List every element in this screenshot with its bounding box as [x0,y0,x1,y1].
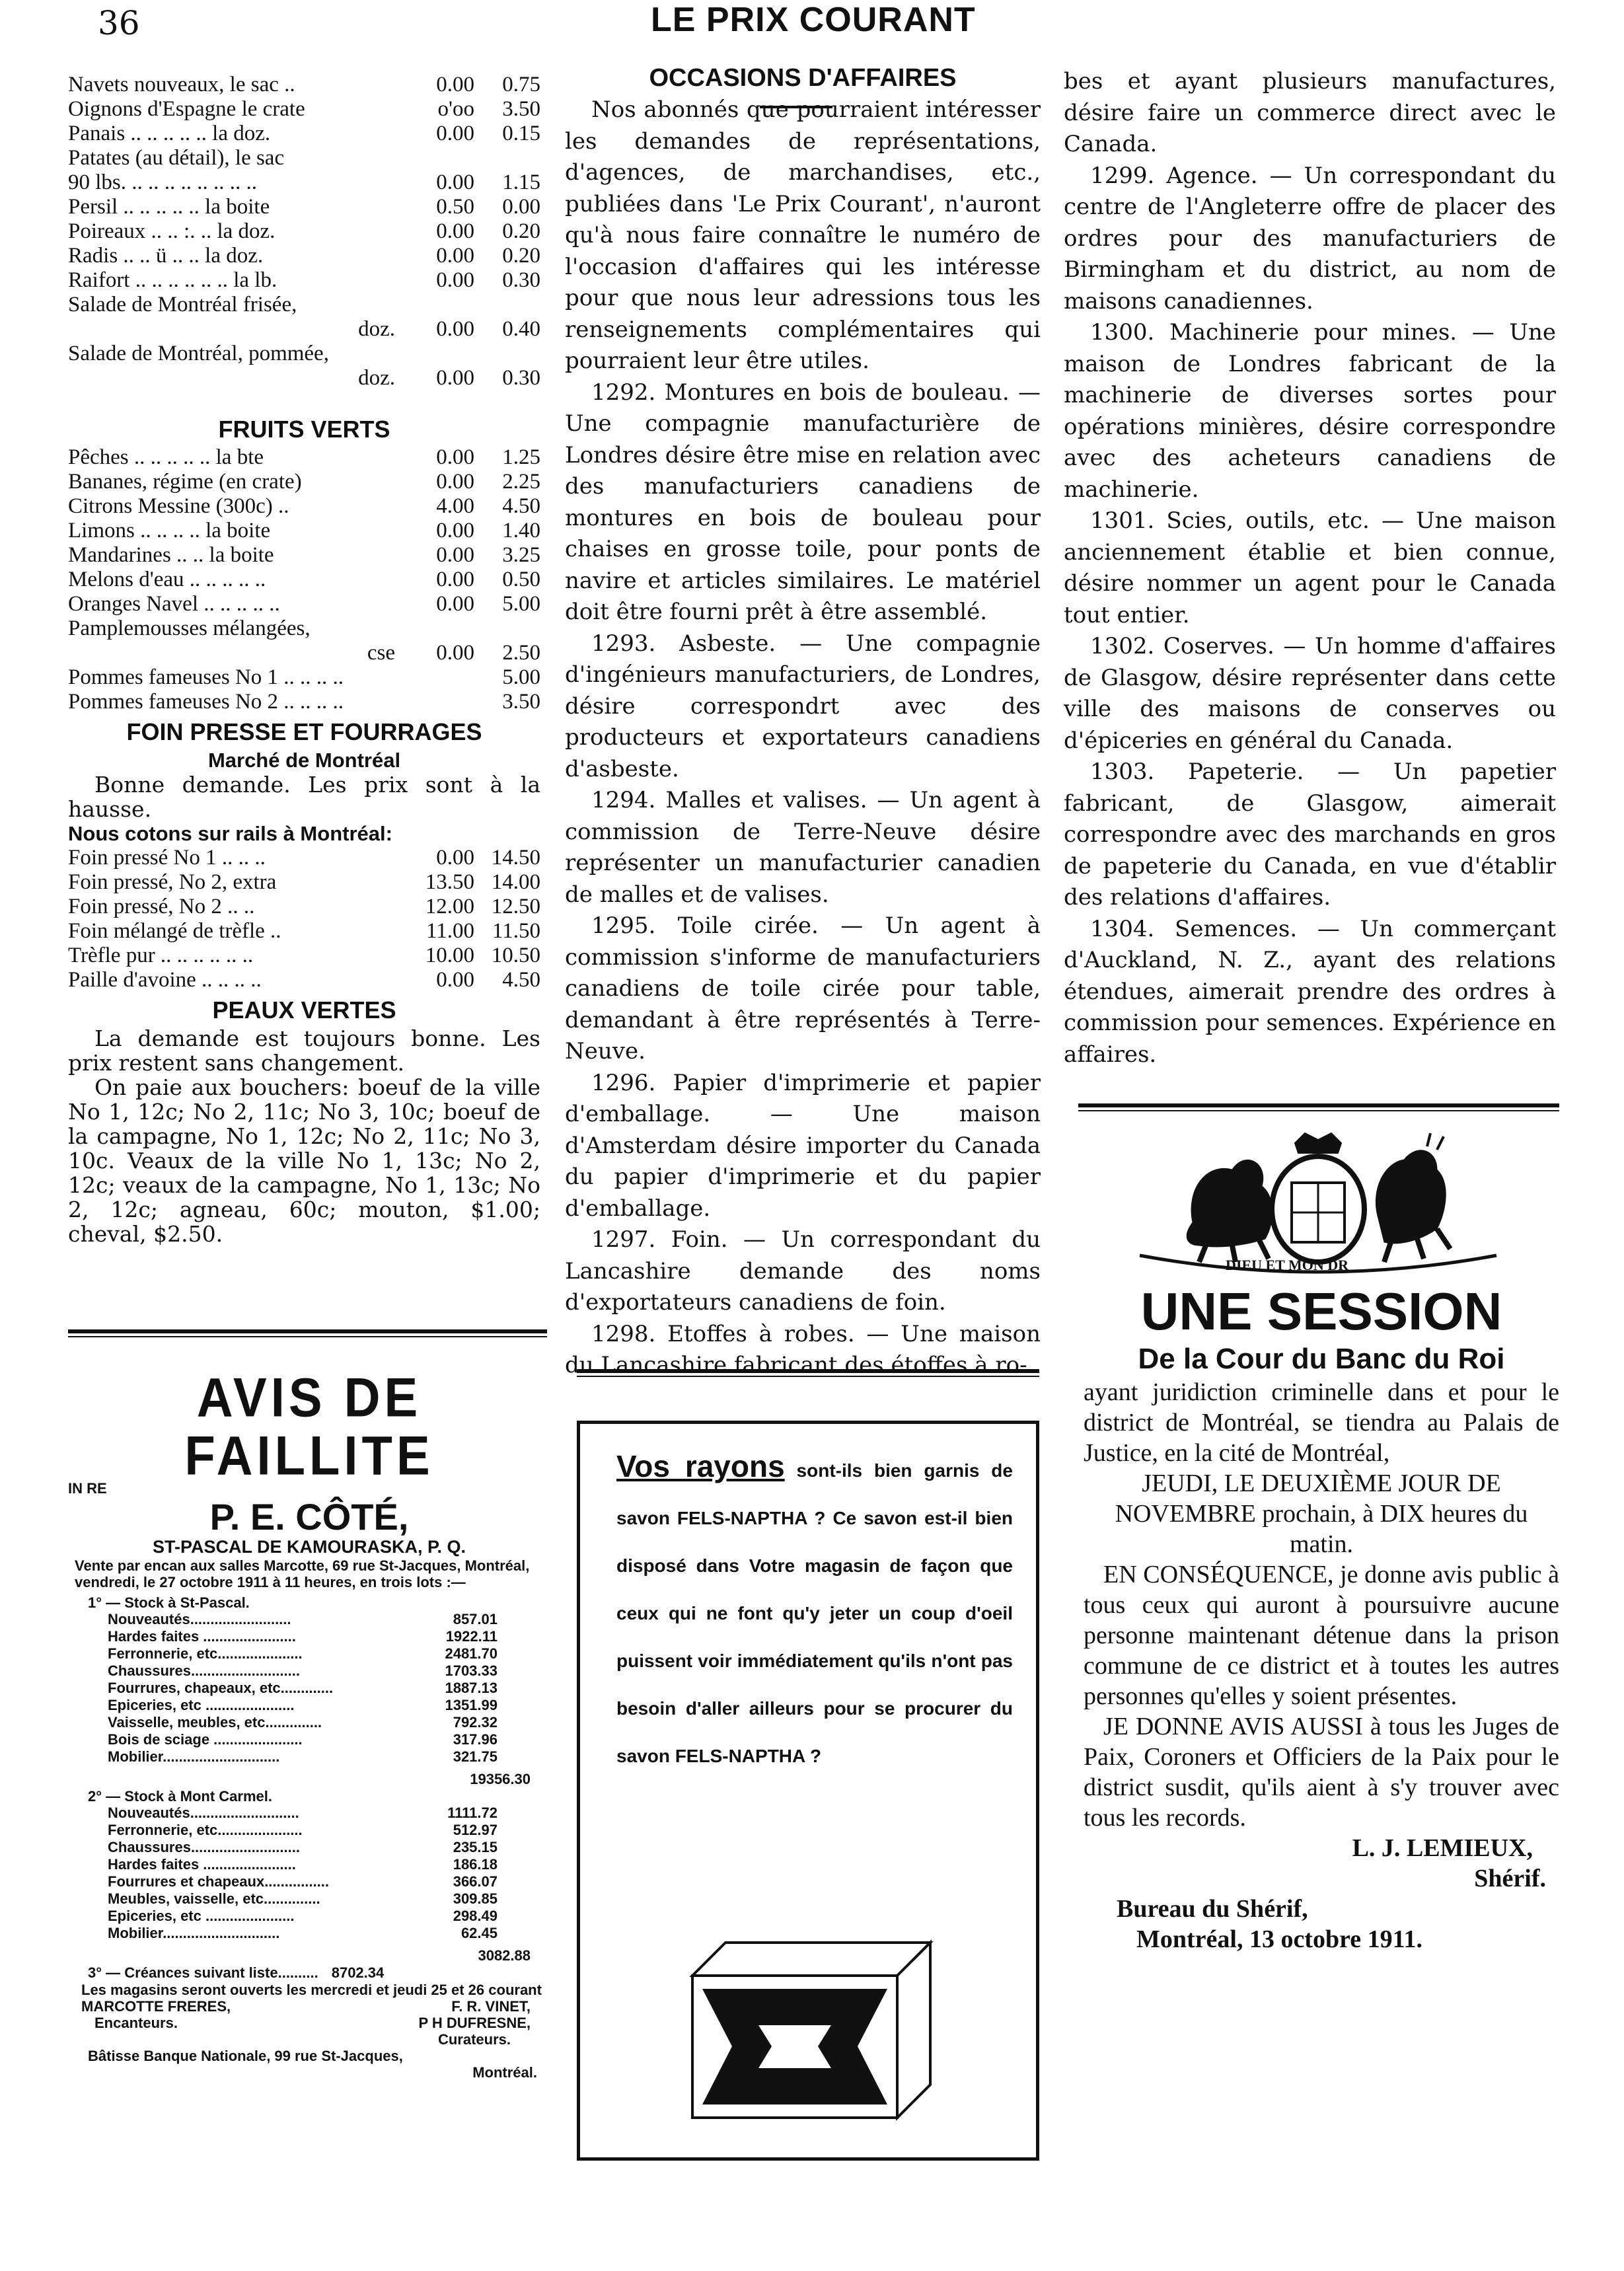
price-item-name: Navets nouveaux, le sac .. [68,73,295,96]
price-high: 10.50 [491,944,540,967]
price-row [68,73,540,97]
price-item-name: doz. [358,366,395,390]
fels-naptha-ad [577,1421,1039,2161]
stock-item: Mobilier............................. [108,1925,280,1941]
stock-row [68,1662,550,1680]
price-item-name: Patates (au détail), le sac [68,146,285,170]
curator-1: F. R. VINET, [451,1998,531,2015]
stock-row [68,1822,550,1839]
auctioneer-name: MARCOTTE FRERES, [81,1998,231,2015]
price-row [68,519,540,543]
foin-heading: FOIN PRESSE ET FOURRAGES [126,718,482,745]
price-low: 4.00 [436,494,474,518]
price-item-name: Salade de Montréal frisée, [68,293,297,316]
price-low: 0.00 [436,568,474,591]
session-title: UNE SESSION [1140,1282,1502,1341]
price-item-name: Foin mélangé de trèfle .. [68,919,281,943]
foin-text: Bonne demande. Les prix sont à la hausse. [68,772,540,822]
session-paragraph-4: JE DONNE AVIS AUSSI à tous les Juges de Paix, Coroners et Officiers de la Paix pour le district susdit, qu'ils aient à s'y trouver avec tous les records. [1084,1713,1559,1832]
price-row [68,641,540,665]
stock-value: 62.45 [461,1925,498,1941]
price-row [68,170,540,195]
stock-row [68,1611,550,1628]
page-number: 36 [98,4,140,42]
price-high: 11.50 [492,919,540,943]
stock-row [68,1873,550,1890]
price-item-name: Panais .. .. .. .. .. la doz. [68,122,271,145]
price-item-name: Salade de Montréal, pommée, [68,342,329,365]
price-row [68,690,540,714]
stock-item: Ferronnerie, etc..................... [108,1645,303,1662]
stock-row [68,1908,550,1925]
fruits-price-list [68,445,540,714]
stock-value: 1922.11 [445,1628,498,1645]
price-row [68,146,540,170]
price-low: 0.00 [436,641,474,665]
occasion-paragraph: 1299. Agence. — Un correspondant du centre de l'Angleterre offre de placer des ordres pour des manufacturiers de Birmingham et du district, au nom de maisons canadiennes. [1064,162,1556,315]
lot3-value: 8702.34 [331,1964,385,1981]
stock-row [68,1856,550,1873]
price-high: 1.25 [502,445,540,469]
price-item-name: Foin pressé, No 2 .. .. [68,895,255,918]
fels-ad-text [616,1442,1013,1780]
notice-date: Montréal, 13 octobre 1911. [1136,1925,1423,1953]
price-low: 0.00 [436,268,474,292]
bankruptcy-notice [68,1366,550,2081]
price-row [68,944,540,968]
price-row [68,317,540,342]
auctioneer-role: Encanteurs. [94,2015,178,2031]
price-high: 0.40 [502,317,540,341]
price-row [68,665,540,690]
price-item-name: Pamplemousses mélangées, [68,616,311,640]
stock-value: 321.75 [453,1748,498,1765]
price-high: 0.30 [502,366,540,390]
price-item-name: Paille d'avoine .. .. .. .. [68,968,262,992]
occasions-paragraphs-continued [1064,66,1556,1070]
foin-cotons: Nous cotons sur rails à Montréal: [68,822,392,845]
session-paragraph-3: EN CONSÉQUENCE, je donne avis public à tous ceux qui auront à poursuivre aucune personne maintenant détenue dans la prison commune de ce district et à toutes les autres personnes qu'elles y soient présentes. [1084,1561,1559,1710]
stock-item: Meubles, vaisselle, etc.............. [108,1890,320,1907]
signature-row-1 [68,1998,550,2015]
price-item-name: Pommes fameuses No 1 .. .. .. .. [68,665,344,689]
price-low: 0.00 [436,592,474,616]
foin-price-list [68,846,540,992]
stock-row [68,1628,550,1645]
price-row [68,895,540,919]
peaux-text-2: On paie aux bouchers: boeuf de la ville No 1, 12c; No 2, 11c; No 3, 10c; boeuf de la campagne, No 1, 12c; No 2, 11c; No 3, 10c. Veaux de la ville No 1, 13c; No 2, 12c; veaux de la campagne, No 1, 13c; No 2, 12c; agneau, 60c; mouton, $1.00; cheval, $2.50. [68,1074,540,1247]
signature-row-2 [68,2015,550,2031]
occasions-column-continued [1064,66,1556,1070]
market-prices-column [68,73,540,1246]
stock-item: Hardes faites ....................... [108,1856,296,1873]
price-item-name: Persil .. .. .. .. .. la boite [68,195,270,219]
occasion-paragraph: 1301. Scies, outils, etc. — Une maison anciennement établie et bien connue, désire nommer un agent pour le Canada tout entier. [1064,507,1556,628]
price-row [68,592,540,616]
price-row [68,445,540,470]
lot1-total: 19356.30 [470,1771,531,1787]
price-high: 0.20 [502,244,540,268]
price-item-name: Oignons d'Espagne le crate [68,97,305,121]
occasion-paragraph: Nos abonnés que pourraient intéresser les demandes de représentations, d'agences, de marchandises, etc., publiées dans 'Le Prix Courant', n'auront qu'à nous faire connaître le numéro de l'occasion d'affaires qui les intéresse pour que nous leur adressions tous les renseignements complémentaires qui pourraient leur être utiles. [565,96,1041,374]
newspaper-title: LE PRIX COURANT [651,1,976,39]
price-item-name: Poireaux .. .. :. .. la doz. [68,219,276,243]
stock-item: Chaussures........................... [108,1662,300,1679]
lot2-title: 2° — Stock à Mont Carmel. [88,1788,272,1805]
price-row [68,122,540,146]
lot2-list [68,1805,550,1942]
divider-rule [68,1329,547,1333]
divider-rule [1078,1110,1559,1111]
session-paragraph-2: JEUDI, LE DEUXIÈME JOUR DE NOVEMBRE prochain, à DIX heures du matin. [1115,1470,1528,1558]
price-row [68,342,540,366]
stock-value: 309.85 [453,1890,498,1907]
signature-row-3 [68,2031,550,2048]
stock-item: Bois de sciage ...................... [108,1731,303,1748]
price-low: 11.00 [425,919,474,943]
occasion-paragraph: 1293. Asbeste. — Une compagnie d'ingénieurs manufacturiers, de Londres, désire correspondrt avec des producteurs et exportateurs canadiens d'asbeste. [565,630,1041,782]
price-high: 4.50 [502,968,540,992]
occasion-paragraph: 1303. Papeterie. — Un papetier fabricant, de Glasgow, aimerait correspondre avec des marchands en gros de papeterie du Canada, en vue d'établir des relations d'affaires. [1064,759,1556,911]
price-row [68,870,540,895]
price-low: 0.00 [436,170,474,194]
price-row [68,968,540,992]
stock-value: 366.07 [453,1873,498,1890]
fels-ad-body: sont-ils bien garnis de savon FELS-NAPTHA ? Ce savon est-il bien disposé dans Votre magasin de façon que ceux qui ne font qu'y jeter un coup d'oeil puissent voir immédiatement qu'ils n'ont pas besoin d'aller ailleurs pour se procurer du savon FELS-NAPTHA ? [616,1460,1013,1766]
price-high: 12.50 [491,895,540,918]
stock-item: Epiceries, etc ...................... [108,1697,295,1713]
price-row [68,616,540,641]
crest-motto: DIEU ET MON DR [1226,1257,1349,1273]
price-high: 1.40 [502,519,540,542]
price-low: 13.50 [425,870,474,894]
price-low: 0.00 [436,470,474,494]
price-low: 12.00 [425,895,474,918]
price-high: 5.00 [502,592,540,616]
stock-item: Nouveautés........................... [108,1805,299,1821]
notice-intro: Vente par encan aux salles Marcotte, 69 rue St-Jacques, Montréal, vendredi, le 27 octobre 1911 à 11 heures, en trois lots :— [75,1557,530,1590]
price-high: 0.75 [502,73,540,96]
price-row [68,293,540,317]
lot2-total: 3082.88 [478,1947,531,1964]
stock-row [68,1680,550,1697]
peaux-text-1: La demande est toujours bonne. Les prix restent sans changement. [68,1025,540,1076]
price-row [68,568,540,592]
stock-row [68,1839,550,1856]
price-item-name: Foin pressé, No 2, extra [68,870,277,894]
stock-row [68,1697,550,1714]
price-item-name: Bananes, régime (en crate) [68,470,302,494]
occasions-column [565,66,1041,1382]
price-row [68,97,540,122]
occasions-heading: OCCASIONS D'AFFAIRES [649,64,957,92]
stock-row [68,1645,550,1662]
price-low: 0.00 [436,122,474,145]
notice-place: ST-PASCAL DE KAMOURASKA, P. Q. [152,1537,466,1557]
occasion-paragraph: 1298. Etoffes à robes. — Une maison du Lancashire fabricant des étoffes à ro- [565,1320,1041,1378]
price-item-name: Citrons Messine (300c) .. [68,494,289,518]
price-item-name: Radis .. .. ü .. .. la doz. [68,244,264,268]
occasion-paragraph: 1295. Toile cirée. — Un agent à commission s'informe de manufacturiers canadiens de toile cirée pour table, demandant à être représentés à Terre-Neuve. [565,912,1041,1064]
stock-row [68,1805,550,1822]
occasion-paragraph: 1300. Machinerie pour mines. — Une maison de Londres fabricant de la machinerie de diverses sortes pour opérations minières, désire correspondre avec des acheteurs canadiens de machinerie. [1064,319,1556,503]
sheriff-role: Shérif. [1474,1865,1546,1892]
price-item-name: Melons d'eau .. .. .. .. .. [68,568,266,591]
notice-address: Bâtisse Banque Nationale, 99 rue St-Jacques, [88,2048,403,2064]
stock-value: 1111.72 [447,1805,498,1821]
sheriff-office: Bureau du Shérif, [1117,1895,1308,1923]
occasions-paragraphs [565,94,1041,1382]
price-low: 0.00 [436,968,474,992]
lot1-list [68,1611,550,1766]
occasion-paragraph: 1304. Semences. — Un commerçant d'Auckland, N. Z., ayant des relations étendues, aimerait prendre des ordres à commission pour semences. Expérience en affaires. [1064,915,1556,1068]
price-item-name: Trèfle pur .. .. .. .. .. .. [68,944,254,967]
occasion-paragraph: bes et ayant plusieurs manufactures, désire faire un commerce direct avec le Canada. [1064,68,1556,157]
price-row [68,195,540,219]
occasion-paragraph: 1292. Montures en bois de bouleau. — Une compagnie manufacturière de Londres désire être mise en relation avec des manufacturiers canadiens de montures en bois de bouleau pour chaises en grosse toile, pour ponts de navire et articles similaires. Le matériel doit être fourni prêt à être assemblé. [565,379,1041,625]
price-item-name: Pêches .. .. .. .. .. la bte [68,445,264,469]
price-high: 0.20 [502,219,540,243]
price-high: 3.50 [502,97,540,121]
occasion-paragraph: 1302. Coserves. — Un homme d'affaires de Glasgow, désire représenter dans cette ville des maisons de conserves ou d'épiceries en général du Canada. [1064,633,1556,754]
price-low: 0.00 [436,244,474,268]
price-high: 0.50 [502,568,540,591]
soap-bar-icon [679,1936,943,2128]
stock-value: 512.97 [453,1822,498,1838]
price-low: 0.00 [436,317,474,341]
occasion-paragraph: 1294. Malles et valises. — Un agent à commission de Terre-Neuve désire représenter un manufacturier canadien de malles et de valises. [565,787,1041,908]
price-high: 0.00 [502,195,540,219]
price-low: 0.00 [436,846,474,870]
notice-city: Montréal. [472,2064,537,2081]
price-row [68,219,540,244]
price-item-name: Oranges Navel .. .. .. .. .. [68,592,280,616]
stock-item: Vaisselle, meubles, etc.............. [108,1714,322,1731]
notice-name: P. E. CÔTÉ, [209,1496,409,1538]
price-low: 10.00 [425,944,474,967]
divider-rule [1078,1103,1559,1107]
price-high: 4.50 [502,494,540,518]
stock-item: Fourrures et chapeaux................ [108,1873,329,1890]
price-high: 2.50 [502,641,540,665]
price-high: 3.25 [502,543,540,567]
lot3-row [68,1964,550,1982]
fruits-heading: FRUITS VERTS [218,416,390,443]
price-low: o'oo [437,97,474,121]
price-item-name: Pommes fameuses No 2 .. .. .. .. [68,690,344,714]
price-high: 14.00 [491,870,540,894]
royal-coat-of-arms-icon [1126,1123,1510,1279]
fels-ad-headline: Vos rayons [616,1449,785,1483]
price-low: 0.00 [436,366,474,390]
peaux-heading: PEAUX VERTES [212,996,396,1024]
price-high: 14.50 [491,846,540,870]
stock-value: 1703.33 [445,1662,498,1679]
price-row [68,919,540,944]
price-item-name: doz. [358,317,395,341]
notice-open: Les magasins seront ouverts les mercredi et jeudi 25 et 26 courant [81,1982,542,1998]
notice-inre: IN RE [68,1480,107,1497]
price-item-name: Raifort .. .. .. .. .. .. la lb. [68,268,277,292]
stock-value: 1887.13 [445,1680,498,1696]
stock-row [68,1925,550,1942]
price-item-name: Mandarines .. .. la boite [68,543,274,567]
curator-role: Curateurs. [437,2031,511,2048]
price-item-name: Foin pressé No 1 .. .. .. [68,846,266,870]
stock-item: Epiceries, etc ...................... [108,1908,295,1924]
price-low: 0.00 [436,519,474,542]
stock-value: 2481.70 [445,1645,498,1662]
stock-value: 298.49 [453,1908,498,1924]
price-row [68,244,540,268]
court-session-notice [1084,1282,1559,1955]
stock-row [68,1748,550,1766]
occasion-paragraph: 1297. Foin. — Un correspondant du Lancashire demande des noms d'exportateurs canadiens de foin. [565,1226,1041,1316]
stock-row [68,1890,550,1908]
price-low: 0.00 [436,219,474,243]
sheriff-name: L. J. LEMIEUX, [1352,1834,1533,1862]
price-row [68,366,540,391]
price-high: 0.15 [502,122,540,145]
price-item-name: 90 lbs. .. .. .. .. .. .. .. .. [68,170,258,194]
vegetables-price-list [68,73,540,391]
price-high: 5.00 [502,665,540,689]
stock-value: 792.32 [453,1714,498,1731]
lot3-label: 3° — Créances suivant liste.......... [88,1964,318,1981]
price-low: 0.50 [436,195,474,219]
foin-subheading: Marché de Montréal [207,749,401,772]
price-row [68,470,540,494]
stock-row [68,1731,550,1748]
stock-item: Fourrures, chapeaux, etc............. [108,1680,334,1696]
stock-item: Mobilier............................. [108,1748,280,1765]
price-high: 0.30 [502,268,540,292]
session-subtitle: De la Cour du Banc du Roi [1138,1343,1505,1375]
stock-value: 317.96 [453,1731,498,1748]
stock-item: Ferronnerie, etc..................... [108,1822,303,1838]
lot1-title: 1° — Stock à St-Pascal. [88,1594,250,1611]
price-row [68,846,540,870]
stock-value: 235.15 [453,1839,498,1855]
price-item-name: cse [367,641,395,665]
curator-2: P H DUFRESNE, [418,2015,531,2031]
price-high: 2.25 [502,470,540,494]
stock-item: Nouveautés......................... [108,1611,291,1627]
price-high: 1.15 [502,170,540,194]
notice-title: AVIS DE FAILLITE [184,1366,434,1487]
occasion-paragraph: 1296. Papier d'imprimerie et papier d'emballage. — Une maison d'Amsterdam désire importer du Canada du papier d'imprimerie et du papier d'emballage. [565,1069,1041,1222]
price-low: 0.00 [436,543,474,567]
price-row [68,268,540,293]
price-high: 3.50 [502,690,540,714]
stock-value: 186.18 [453,1856,498,1873]
stock-item: Hardes faites ....................... [108,1628,296,1645]
price-low: 0.00 [436,445,474,469]
price-row [68,543,540,568]
price-low: 0.00 [436,73,474,96]
stock-item: Chaussures........................... [108,1839,300,1855]
stock-value: 857.01 [453,1611,498,1627]
price-item-name: Limons .. .. .. .. la boite [68,519,271,542]
stock-value: 1351.99 [445,1697,498,1713]
session-paragraph-1: ayant juridiction criminelle dans et pour le district de Montréal, se tiendra au Palais de Justice, en la cité de Montréal, [1084,1378,1559,1467]
stock-row [68,1714,550,1731]
session-body [1084,1377,1559,1955]
price-row [68,494,540,519]
divider-rule [68,1336,547,1337]
